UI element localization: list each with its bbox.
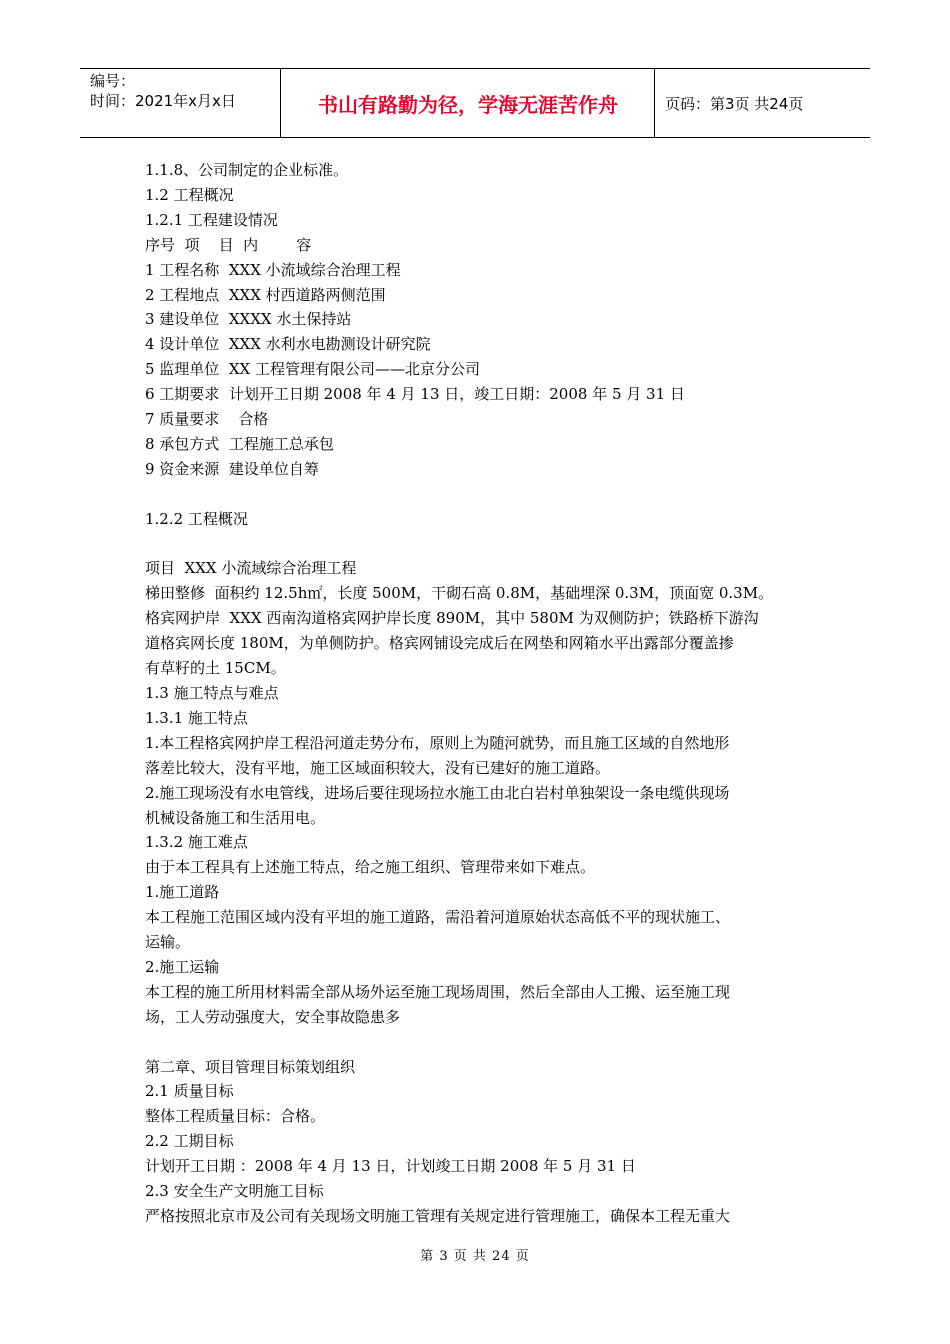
page-footer: 第 3 页 共 24 页: [420, 1249, 530, 1264]
text-line: 1.施工道路: [145, 883, 220, 902]
text-line: 场，工人劳动强度大，安全事故隐患多: [145, 1007, 401, 1026]
text-line: 1.1.8、公司制定的企业标准。: [145, 161, 349, 179]
text-line: 2.施工运输: [145, 957, 220, 976]
header-meta: [80, 69, 281, 137]
text-line: 道格宾网长度 180M，为单侧防护。格宾网铺设完成后在网垫和网箱水平出露部分覆盖掺: [145, 634, 734, 653]
text-line: 6 工期要求 计划开工日期 2008 年 4 月 13 日，竣工日期：2008 年 5 月 31 日: [145, 385, 685, 404]
text-line: 第二章、项目管理目标策划组织: [145, 1057, 356, 1076]
text-line: 严格按照北京市及公司有关现场文明施工管理有关规定进行管理施工，确保本工程无重大: [145, 1207, 731, 1226]
text-line: 1.3.2 施工难点: [145, 833, 248, 852]
header-page-info: 页码：第3页 共24页: [665, 94, 804, 113]
page-header: [80, 68, 870, 138]
text-line: 由于本工程具有上述施工特点，给之施工组织、管理带来如下难点。: [145, 858, 596, 877]
text-line: 8 承包方式 工程施工总承包: [145, 434, 334, 453]
text-line: [145, 482, 815, 507]
text-line: 序号 项 目 内 容: [145, 235, 312, 254]
text-line: 格宾网护岸 XXX 西南沟道格宾网护岸长度 890M，其中 580M 为双侧防护；铁路桥下游沟: [145, 609, 759, 628]
time-label: 时间：2021年x月x日: [90, 92, 236, 110]
text-line: [145, 1030, 815, 1055]
text-line: 1.3.1 施工特点: [145, 708, 248, 727]
number-label: 编号：: [90, 72, 136, 90]
text-line: 本工程施工范围区域内没有平坦的施工道路，需沿着河道原始状态高低不平的现状施工、: [145, 908, 731, 927]
text-line: 整体工程质量目标：合格。: [145, 1107, 326, 1126]
text-line: 2.2 工期目标: [145, 1132, 234, 1151]
text-line: 计划开工日期 ：2008 年 4 月 13 日，计划竣工日期 2008 年 5 月 31 日: [145, 1157, 636, 1176]
text-line: 有草籽的土 15CM。: [145, 659, 286, 678]
header-slogan: 书山有路勤为径，学海无涯苦作舟: [282, 69, 655, 137]
text-line: 1.2.2 工程概况: [145, 509, 248, 528]
text-line: 2.3 安全生产文明施工目标: [145, 1182, 324, 1201]
text-line: 本工程的施工所用材料需全部从场外运至施工现场周围，然后全部由人工搬、运至施工现: [145, 982, 731, 1001]
text-line: 4 设计单位 XXX 水利水电勘测设计研究院: [145, 335, 431, 354]
text-line: 机械设备施工和生活用电。: [145, 808, 326, 827]
text-line: 项目 XXX 小流域综合治理工程: [145, 559, 357, 578]
text-line: 1 工程名称 XXX 小流域综合治理工程: [145, 260, 401, 279]
text-line: 9 资金来源 建设单位自筹: [145, 459, 319, 478]
document-body: [145, 158, 815, 1229]
text-line: 5 监理单位 XX 工程管理有限公司——北京分公司: [145, 360, 480, 379]
text-line: 运输。: [145, 933, 191, 952]
text-line: 1.3 施工特点与难点: [145, 684, 279, 702]
text-line: 梯田整修 面积约 12.5h㎡，长度 500M，干砌石高 0.8M，基础埋深 0.3M，顶面宽 0.3M。: [145, 584, 774, 603]
text-line: 落差比较大，没有平地，施工区域面积较大，没有已建好的施工道路。: [145, 758, 611, 777]
text-line: 1.2.1 工程建设情况: [145, 210, 278, 229]
text-line: [145, 532, 815, 557]
text-line: 7 质量要求 合格: [145, 410, 269, 429]
text-line: 1.本工程格宾网护岸工程沿河道走势分布，原则上为随河就势，而且施工区域的自然地形: [145, 733, 730, 752]
text-line: 1.2 工程概况: [145, 185, 234, 204]
text-line: 3 建设单位 XXXX 水土保持站: [145, 310, 352, 329]
text-line: 2.施工现场没有水电管线，进场后要往现场拉水施工由北白岩村单独架设一条电缆供现场: [145, 783, 730, 802]
text-line: 2.1 质量目标: [145, 1082, 234, 1101]
text-line: 2 工程地点 XXX 村西道路两侧范围: [145, 285, 386, 304]
